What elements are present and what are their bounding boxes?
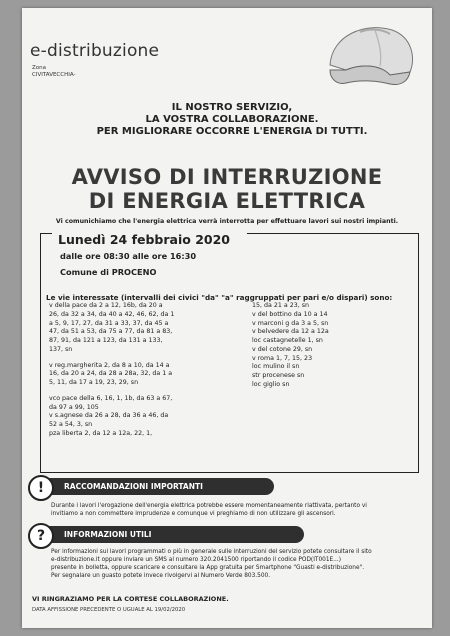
spacer [49,355,239,362]
recommendations-header: RACCOMANDAZIONI IMPORTANTI [42,478,274,495]
street-line: loc giglio sn [252,380,290,388]
street-line: da 97 a 99, 105 [49,403,99,411]
outage-hours: dalle ore 08:30 alle ore 16:30 [60,251,197,261]
outage-date: Lunedì 24 febbraio 2020 [58,232,230,247]
slogan [82,102,382,138]
street-line: v della pace da 2 a 12, 16b, da 20 a [49,302,163,309]
zone-label: Zona [32,65,46,71]
street-line: 137, sn [49,345,73,353]
street-line: 87, 91, da 121 a 123, da 131 a 133, [49,337,163,344]
info-line: e-distribuzione.it oppure inviare un SMS al numero 320.2041500 riportando il codice POD(IT001E...) [51,557,341,563]
zone-info [32,65,76,79]
title-line: DI ENERGIA ELETTRICA [88,189,366,213]
street-entry [49,430,239,439]
posting-date: DATA AFFISSIONE PRECEDENTE O UGUALE AL 19/02/2020 [32,607,186,613]
recommendations-text [51,502,367,518]
street-entry [49,395,239,413]
intro-text: Vi comunichiamo che l'energia elettrica verrà interrotta per effettuare lavori sui nostri impianti. [55,218,399,225]
notice-title [32,165,422,213]
question-icon: ? [28,523,54,549]
slogan-line: PER MIGLIORARE OCCORRE L'ENERGIA DI TUTTI. [96,126,368,137]
street-line: v s.agnese da 26 a 28, da 36 a 46, da [49,412,169,420]
slogan-line: IL NOSTRO SERVIZIO, [171,102,293,113]
street-line: v belvedere da 12 a 12a [252,328,329,336]
helmet-image [320,20,420,100]
recommendations-line: invitiamo a non commettere imprudenze e comunque vi preghiamo di non utilizzare gli ascensori. [51,511,336,517]
spacer [49,388,239,395]
street-line: loc mulino il sn [252,363,300,371]
streets-column-left [49,302,239,439]
street-line: a 5, 9, 17, 27, da 31 a 33, 37, da 45 a [49,319,169,327]
street-line: v del bottino da 10 a 14 [252,310,328,318]
info-text [51,548,372,580]
info-line: presente in bolletta, oppure scaricare e consultare la App gratuita per Smartphone "Guasti e-distribuzione". [51,565,365,571]
info-header: INFORMAZIONI UTILI [42,526,304,543]
street-entry [49,302,239,355]
info-line: Per informazioni sui lavori programmati o più in generale sulle interruzioni del servizio potete consultare il sito [51,549,372,555]
recommendations-line: Durante i lavori l'erogazione dell'energia elettrica potrebbe essere momentaneamente riattivata, pertanto vi [51,503,367,509]
streets-heading: Le vie interessate (intervalli dei civici "da" "a" raggruppati per pari e/o dispari) sono: [46,293,393,302]
street-line: 26, da 32 a 34, da 40 a 42, 46, 62, da 1 [49,310,175,318]
thanks-text: VI RINGRAZIAMO PER LA CORTESE COLLABORAZIONE. [32,595,229,603]
street-line: v marconi g da 3 a 5, sn [252,319,329,327]
street-line: 47, da 51 a 53, da 75 a 77, da 81 a 83, [49,328,173,336]
slogan-line: LA VOSTRA COLLABORAZIONE. [145,114,319,125]
street-line: 16, da 20 a 24, da 28 a 28a, 32, da 1 a [49,370,173,378]
street-line: 5, 11, da 17 a 19, 23, 29, sn [49,379,139,386]
street-line: pza liberta 2, da 12 a 12a, 22, 1, [49,429,153,437]
zone-value: CIVITAVECCHIA- [32,72,76,78]
street-line: vco pace della 6, 16, 1, 1b, da 63 a 67, [49,394,173,402]
street-line: v roma 1, 7, 15, 23 [252,354,313,362]
street-line: v del cotone 29, sn [252,345,313,353]
title-line: AVVISO DI INTERRUZIONE [71,165,383,189]
street-entry [49,362,239,388]
street-line: loc castagnetelle 1, sn [252,337,323,344]
street-entry [49,412,239,430]
outage-commune: Comune di PROCENO [60,267,157,277]
notice-sheet [22,8,432,628]
streets-column-right [252,302,412,390]
warning-icon: ! [28,475,54,501]
info-line: Per segnalare un guasto potete invece rivolgervi al Numero Verde 803.500. [51,573,271,579]
street-line: str procenese sn [252,372,305,379]
street-line: 15, da 21 a 23, sn [252,302,310,309]
street-line: 52 a 54, 3, sn [49,421,93,428]
street-line: v reg.margherita 2, da 8 a 10, da 14 a [49,361,170,369]
brand-logo: e-distribuzione [30,41,160,61]
